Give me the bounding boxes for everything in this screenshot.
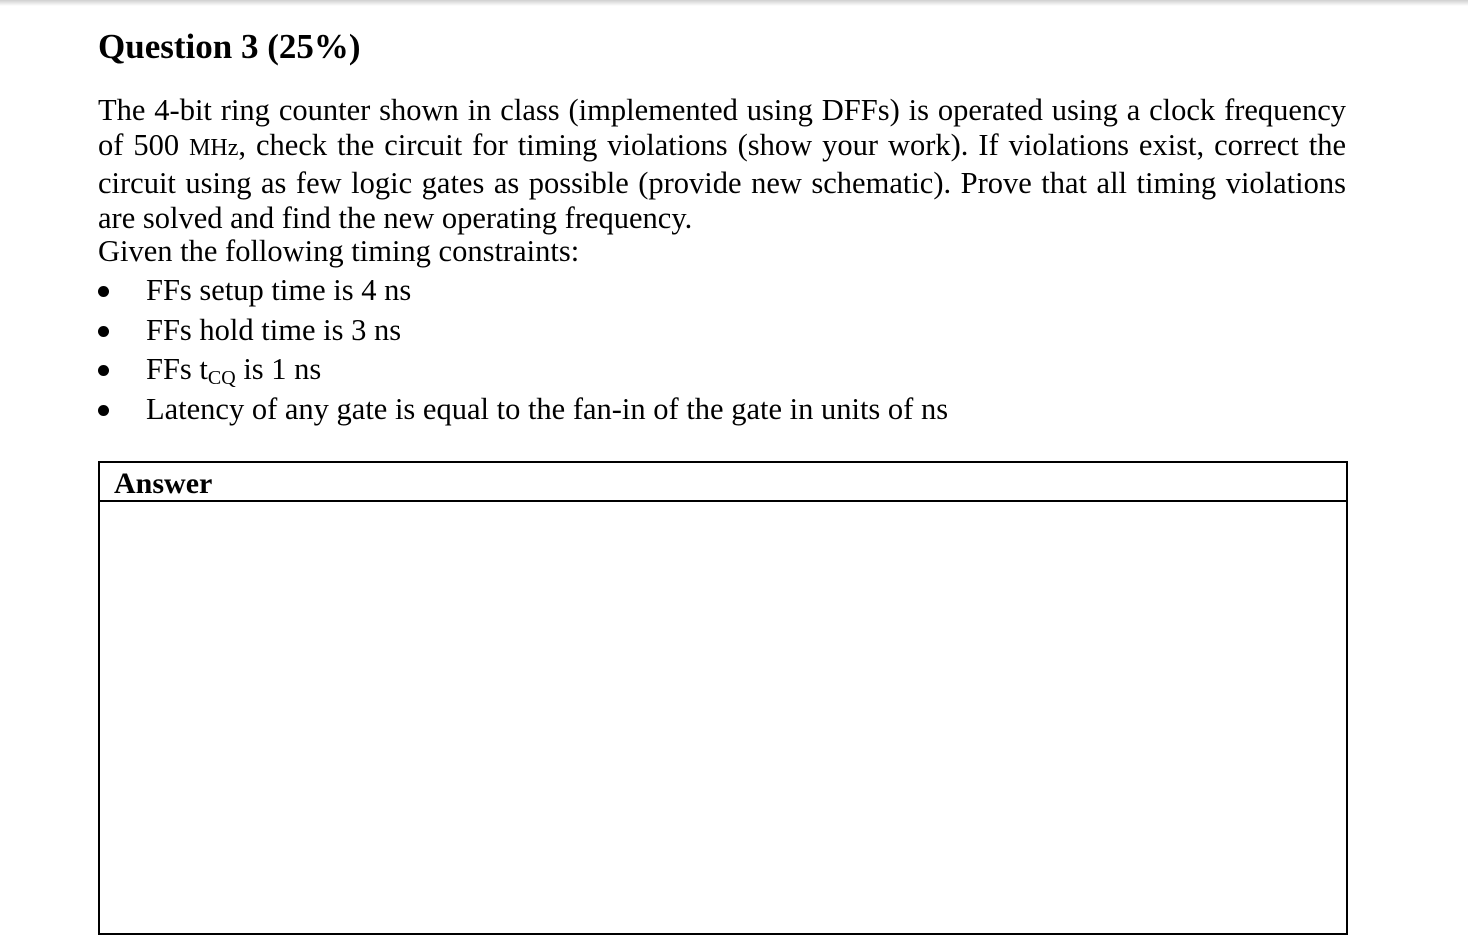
question-title: Question 3 (25%) [98,27,361,66]
constraint-text [146,352,321,391]
bullet-icon [98,286,109,297]
answer-header [100,463,1346,502]
constraint-subscript: CQ [207,367,236,389]
constraint-text: Latency of any gate is equal to the fan-in of the gate in units of ns [146,391,949,426]
bullet-icon [98,365,109,376]
constraint-prefix: FFs t [146,352,208,386]
answer-label: Answer [114,467,213,500]
paragraph-text-start: The 4-bit ring counter shown in class (implemented using DFFs) is operated using a clock frequency of 500 [98,93,1346,162]
answer-area[interactable] [100,502,1346,932]
constraints-intro: Given the following timing constraints: [98,234,580,268]
answer-box [98,461,1348,935]
viewer-top-edge [0,0,1468,6]
bullet-icon [98,405,109,416]
constraint-text: FFs hold time is 3 ns [146,312,402,347]
paragraph-text-end: , check the circuit for timing violations (show your work). If violations exist, correct the circuit using as few logic gates as possible (provide new schematic). Prove that all timing violations are solved and find the new operating frequency. [98,128,1346,235]
constraint-suffix: is 1 ns [235,352,322,386]
constraint-text: FFs setup time is 4 ns [146,273,412,307]
bullet-icon [98,326,109,337]
question-paragraph [98,93,1346,236]
frequency-unit: MHz [189,135,239,161]
